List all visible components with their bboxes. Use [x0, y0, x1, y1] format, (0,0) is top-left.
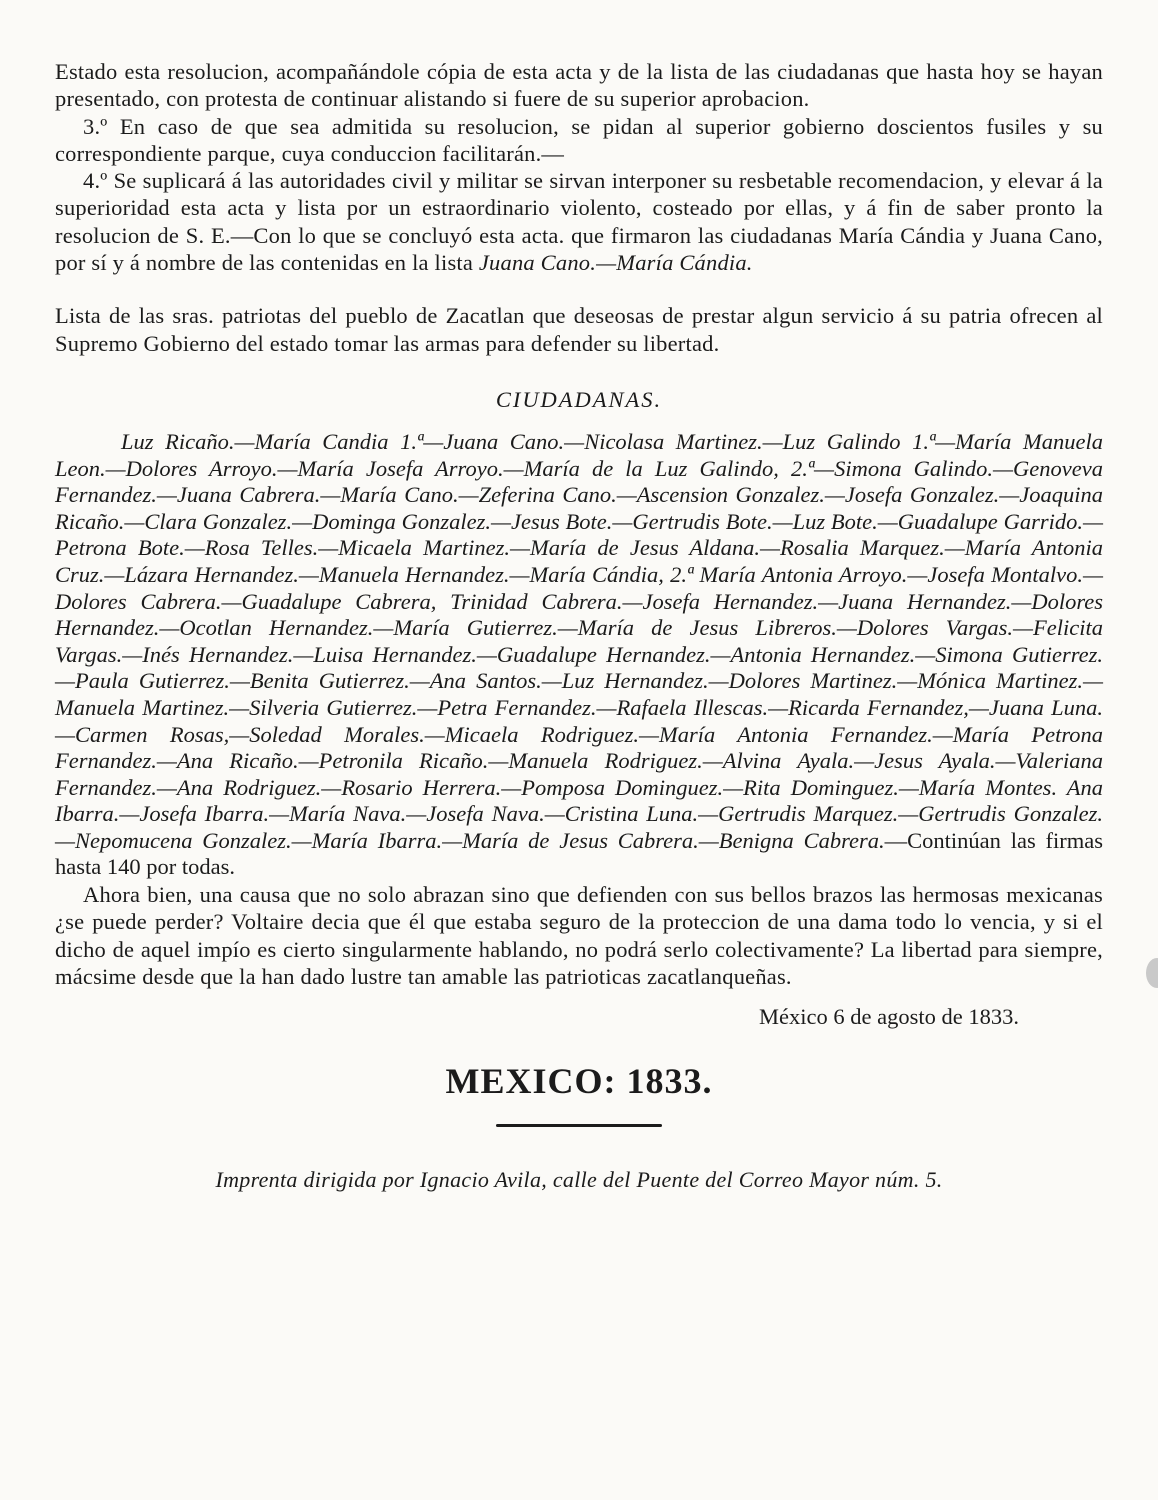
page-edge-mark: [1146, 958, 1158, 988]
imprint-title: MEXICO: 1833.: [445, 1061, 713, 1102]
date-line: México 6 de agosto de 1833.: [759, 1004, 1019, 1030]
names-text: Luz Ricaño.—María Candia 1.ª—Juana Cano.—Nicolasa Martinez.—Luz Galindo 1.ª—María Manuela Leon.—Dolores Arroyo.—María Josefa Arroyo.—María de la Luz Galindo, 2.ª—Simona Galindo.—Genoveva Fernandez.—Juana Cabrera.—María Cano.—Zeferina Cano.—Ascension Gonzalez.—Josefa Gonzalez.—Joaquina Ricaño.—Clara Gonzalez.—Dominga Gonzalez.—Jesus Bote.—Gertrudis Bote.—Luz Bote.—Guadalupe Garrido.—Petrona Bote.—Rosa Telles.—Micaela Martinez.—María de Jesus Aldana.—Rosalia Marquez.—María Antonia Cruz.—Lázara Hernandez.—Manuela Hernandez.—María Cándia, 2.ª María Antonia Arroyo.—Josefa Montalvo.—Dolores Cabrera.—Guadalupe Cabrera, Trinidad Cabrera.—Josefa Hernandez.—Juana Hernandez.—Dolores Hernandez.—Ocotlan Hernandez.—María Gutierrez.—María de Jesus Libreros.—Dolores Vargas.—Felicita Vargas.—Inés Hernandez.—Luisa Hernandez.—Guadalupe Hernandez.—Antonia Hernandez.—Simona Gutierrez.—Paula Gutierrez.—Benita Gutierrez.—Ana Santos.—Luz Hernandez.—Dolores Martinez.—Mónica Martinez.—Manuela Martinez.—Silveria Gutierrez.—Petra Fernandez.—Rafaela Illescas.—Ricarda Fernandez,—Juana Luna.—Carmen Rosas,—Soledad Morales.—Micaela Rodriguez.—María Antonia Fernandez.—María Petrona Fernandez.—Ana Ricaño.—Petronila Ricaño.—Manuela Rodriguez.—Alvina Ayala.—Jesus Ayala.—Valeriana Fernandez.—Ana Rodriguez.—Rosario Herrera.—Pomposa Dominguez.—Rita Dominguez.—María Montes. Ana Ibarra.—Josefa Ibarra.—María Nava.—Josefa Nava.—Cristina Luna.—Gertrudis Marquez.—Gertrudis Gonzalez.—Nepomucena Gonzalez.—María Ibarra.—María de Jesus Cabrera.—Benigna Cabrera.: [55, 428, 1103, 853]
section-title: CIUDADANAS.: [495, 386, 663, 412]
intro-paragraph-2: 3.º En caso de que sea admitida su resolucion, se pidan al superior gobierno doscientos fusiles y su correspondiente parque, cuya conduccion facilitarán.—: [55, 113, 1103, 166]
names-list: [55, 429, 1103, 881]
closing-paragraph: Ahora bien, una causa que no solo abrazan sino que defienden con sus bellos brazos las hermosas mexicanas ¿se puede perder? Voltaire decia que él que estaba seguro de la proteccion de una dama todo lo vencia, y si el dicho de aquel impío es cierto singularmente hablando, no podrá serlo colectivamente? La libertad para siempre, mácsime desde que la han dado lustre tan amable las patrioticas zacatlanqueñas.: [55, 882, 1103, 989]
intro-paragraph-1: Estado esta resolucion, acompañándole cópia de esta acta y de la lista de las ciudadanas que hasta hoy se hayan presentado, con protesta de continuar alistando si fuere de su superior aprobacion.: [55, 59, 1103, 112]
signatures: Juana Cano.—María Cándia.: [478, 250, 753, 276]
list-header: Lista de las sras. patriotas del pueblo de Zacatlan que deseosas de prestar algun servicio á su patria ofrecen al Supremo Gobierno del estado tomar las armas para defender su libertad.: [55, 303, 1103, 356]
names-tail: —Continúan las firmas hasta 140 por todas.: [55, 827, 1103, 880]
spacer: [55, 276, 1103, 302]
imprint-line: Imprenta dirigida por Ignacio Avila, calle del Puente del Correo Mayor núm. 5.: [215, 1167, 943, 1193]
intro-paragraph-3: [55, 167, 1103, 276]
intro-paragraph-3-text: 4.º Se suplicará á las autoridades civil y militar se sirvan interponer su resbetable recomendacion, y elevar á la superioridad esta acta y lista por un estraordinario violento, costeado por ellas, y á fin de saber pronto la resolucion de S. E.—Con lo que se concluyó esta acta. que firmaron las ciudadanas María Cándia y Juana Cano, por sí y á nombre de las contenidas en la lista: [55, 168, 1103, 276]
divider-rule: [496, 1124, 662, 1127]
